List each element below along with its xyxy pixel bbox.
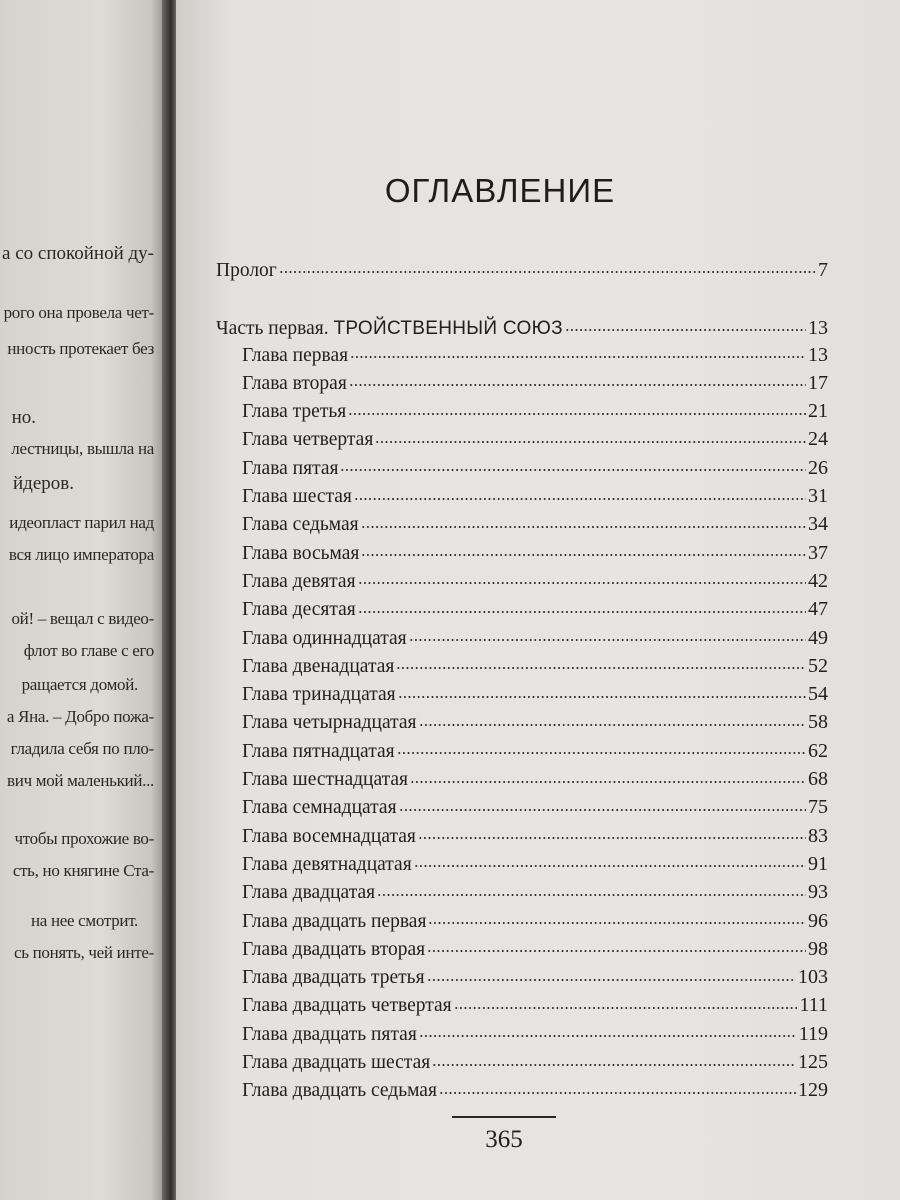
toc-row-chapter: [242, 369, 828, 393]
toc-row-chapter: [242, 766, 828, 790]
toc-entry-label: Глава восемнадцатая: [242, 825, 416, 847]
left-text-line: ой! – вещал с видео-: [11, 609, 154, 628]
toc-row-chapter: [242, 624, 828, 648]
toc-entry-page: 62: [808, 739, 828, 762]
toc-row-prologue: [216, 256, 828, 280]
dot-leader: [414, 850, 806, 870]
dot-leader: [375, 426, 806, 446]
toc-entry-label: Глава седьмая: [242, 514, 359, 536]
toc-entry-page: 31: [808, 485, 828, 507]
toc-entry-page: 58: [808, 711, 828, 734]
left-text-line: флот во главе с его: [23, 641, 154, 660]
dot-leader: [427, 964, 796, 984]
toc-row-chapter: [242, 992, 828, 1016]
toc-row-chapter: [242, 539, 828, 563]
toc-entry-label: Глава двадцать третья: [242, 967, 425, 989]
dot-leader: [361, 511, 806, 531]
left-text-line: сть, но княгине Ста-: [12, 861, 154, 880]
toc-entry-page: 68: [808, 768, 828, 790]
toc-entry-page: 75: [808, 796, 828, 819]
dot-leader: [377, 879, 806, 899]
dot-leader: [354, 483, 806, 503]
toc-entry-page: 103: [798, 966, 828, 989]
toc-entry-page: 129: [798, 1079, 828, 1102]
dot-leader: [399, 794, 806, 814]
toc-title: ОГЛАВЛЕНИЕ: [384, 172, 616, 209]
dot-leader: [409, 624, 806, 644]
toc-row-chapter: [242, 879, 828, 903]
toc-row-chapter: [242, 454, 828, 478]
toc-row-chapter: [242, 794, 828, 818]
toc-row-chapter: [242, 1077, 828, 1101]
dot-leader: [432, 1049, 796, 1069]
toc-entry-label: Глава одиннадцатая: [242, 627, 407, 649]
toc-entry-label: Глава двенадцатая: [242, 655, 395, 677]
left-text-line: йдеров.: [13, 473, 74, 494]
toc-part-prefix: Часть первая.: [216, 317, 329, 339]
toc-entry-page: 34: [808, 513, 828, 536]
toc-entry-page: 47: [808, 598, 828, 621]
toc-entry-page: 96: [808, 909, 828, 932]
dot-leader: [397, 737, 806, 757]
toc-entry-page: 37: [808, 541, 828, 564]
dot-leader: [428, 907, 806, 927]
toc-entry-label: Пролог: [216, 259, 277, 281]
toc-entry-label: Глава шестнадцатая: [242, 769, 408, 790]
toc-row-chapter: [242, 567, 828, 591]
dot-leader: [454, 992, 798, 1012]
toc-entry-page: 93: [808, 881, 828, 904]
toc-entry-page: 7: [818, 258, 828, 281]
toc-entry-label: Глава вторая: [242, 372, 347, 394]
toc-entry-page: 26: [808, 456, 828, 479]
toc-entry-label: Глава девятая: [242, 570, 356, 592]
left-text-line: идеопласт парил над: [9, 513, 154, 532]
dot-leader: [398, 681, 806, 701]
toc-entry-label: Глава восьмая: [242, 542, 360, 564]
toc-row-chapter: [242, 709, 828, 733]
toc-row-chapter: [242, 822, 828, 846]
dot-leader: [396, 652, 806, 672]
toc-part-label: [216, 319, 563, 339]
toc-entry-page: 119: [798, 1022, 828, 1045]
left-text-line: но.: [11, 407, 36, 428]
dot-leader: [565, 314, 806, 334]
toc-entry-label: Глава тринадцатая: [242, 684, 396, 706]
toc-entry-label: Глава девятнадцатая: [242, 853, 412, 875]
dot-leader: [358, 596, 806, 616]
toc-entry-page: 13: [808, 316, 828, 339]
toc-entry-page: 98: [808, 937, 828, 960]
toc-row-part: [216, 314, 828, 338]
left-text-line: а со спокойной ду-: [2, 243, 154, 264]
toc-part-name: ТРОЙСТВЕННЫЙ СОЮЗ: [333, 317, 563, 339]
left-page: [0, 0, 168, 1200]
toc-row-chapter: [242, 1049, 828, 1073]
toc-entry-label: Глава четырнадцатая: [242, 712, 417, 734]
toc-row-chapter: [242, 426, 828, 450]
left-text-line: нность протекает без: [7, 339, 154, 358]
toc-entry-label: Глава двадцать четвертая: [242, 995, 452, 1017]
left-text-line: гладила себя по пло-: [10, 739, 154, 758]
left-text-line: рого она провела чет-: [3, 303, 154, 322]
right-page: [176, 0, 900, 1200]
toc-row-chapter: [242, 681, 828, 705]
toc-entry-label: Глава двадцать пятая: [242, 1023, 417, 1045]
left-text-line: чтобы прохожие во-: [14, 829, 154, 848]
toc-entry-label: Глава шестая: [242, 486, 352, 507]
toc-entry-label: Глава пятнадцатая: [242, 740, 395, 762]
dot-leader: [340, 454, 806, 474]
toc-entry-page: 83: [808, 824, 828, 847]
dot-leader: [439, 1077, 796, 1097]
left-text-line: вич мой маленький...: [7, 771, 154, 790]
toc-row-chapter: [242, 398, 828, 422]
dot-leader: [358, 567, 806, 587]
toc-entry-page: 17: [808, 371, 828, 394]
toc-entry-page: 111: [799, 994, 828, 1017]
toc-entry-page: 21: [808, 400, 828, 423]
dot-leader: [361, 539, 806, 559]
footer-rule: [452, 1116, 556, 1118]
toc-row-chapter: [242, 907, 828, 931]
toc-entry-label: Глава двадцатая: [242, 882, 376, 904]
left-text-line: сь понять, чей инте-: [13, 943, 154, 962]
page-number: 365: [485, 1126, 523, 1153]
toc-row-chapter: [242, 935, 828, 959]
dot-leader: [410, 766, 806, 786]
toc-row-chapter: [242, 964, 828, 988]
toc-entry-label: Глава семнадцатая: [242, 797, 397, 819]
toc-entry-label: Глава третья: [242, 401, 347, 423]
toc-row-chapter: [242, 483, 828, 507]
toc-entry-label: Глава десятая: [242, 599, 356, 621]
left-text-line: а Яна. – Добро пожа-: [6, 707, 154, 726]
toc-entry-page: 24: [808, 428, 828, 451]
toc-entry-page: 49: [808, 626, 828, 649]
left-text-line: на нее смотрит.: [30, 911, 138, 930]
toc-entry-label: Глава двадцать вторая: [242, 938, 426, 960]
dot-leader: [348, 398, 806, 418]
toc-entry-label: Глава первая: [242, 344, 349, 366]
toc-entry-page: 42: [808, 569, 828, 592]
toc-row-chapter: [242, 1020, 828, 1044]
left-text-line: вся лицо императора: [8, 545, 154, 564]
toc-row-chapter: [242, 341, 828, 365]
toc-entry-label: Глава четвертая: [242, 429, 374, 451]
toc-row-chapter: [242, 511, 828, 535]
dot-leader: [419, 709, 807, 729]
dot-leader: [349, 369, 806, 389]
dot-leader: [419, 1020, 797, 1040]
toc-row-chapter: [242, 652, 828, 676]
dot-leader: [427, 935, 806, 955]
dot-leader: [350, 341, 806, 361]
toc-entry-page: 91: [808, 852, 828, 875]
toc-row-chapter: [242, 596, 828, 620]
toc-entry-label: Глава двадцать шестая: [242, 1052, 431, 1073]
toc-row-chapter: [242, 737, 828, 761]
left-text-line: лестницы, вышла на: [11, 439, 154, 458]
left-text-line: ращается домой.: [21, 675, 138, 694]
toc-row-chapter: [242, 850, 828, 874]
dot-leader: [418, 822, 806, 842]
toc-entry-label: Глава двадцать первая: [242, 910, 427, 932]
toc-entry-page: 125: [798, 1051, 828, 1073]
toc-entry-label: Глава пятая: [242, 457, 339, 479]
toc-entry-label: Глава двадцать седьмая: [242, 1080, 437, 1102]
toc-entry-page: 54: [808, 683, 828, 706]
dot-leader: [279, 256, 816, 276]
toc-entry-page: 13: [808, 343, 828, 366]
toc-entry-page: 52: [808, 654, 828, 677]
